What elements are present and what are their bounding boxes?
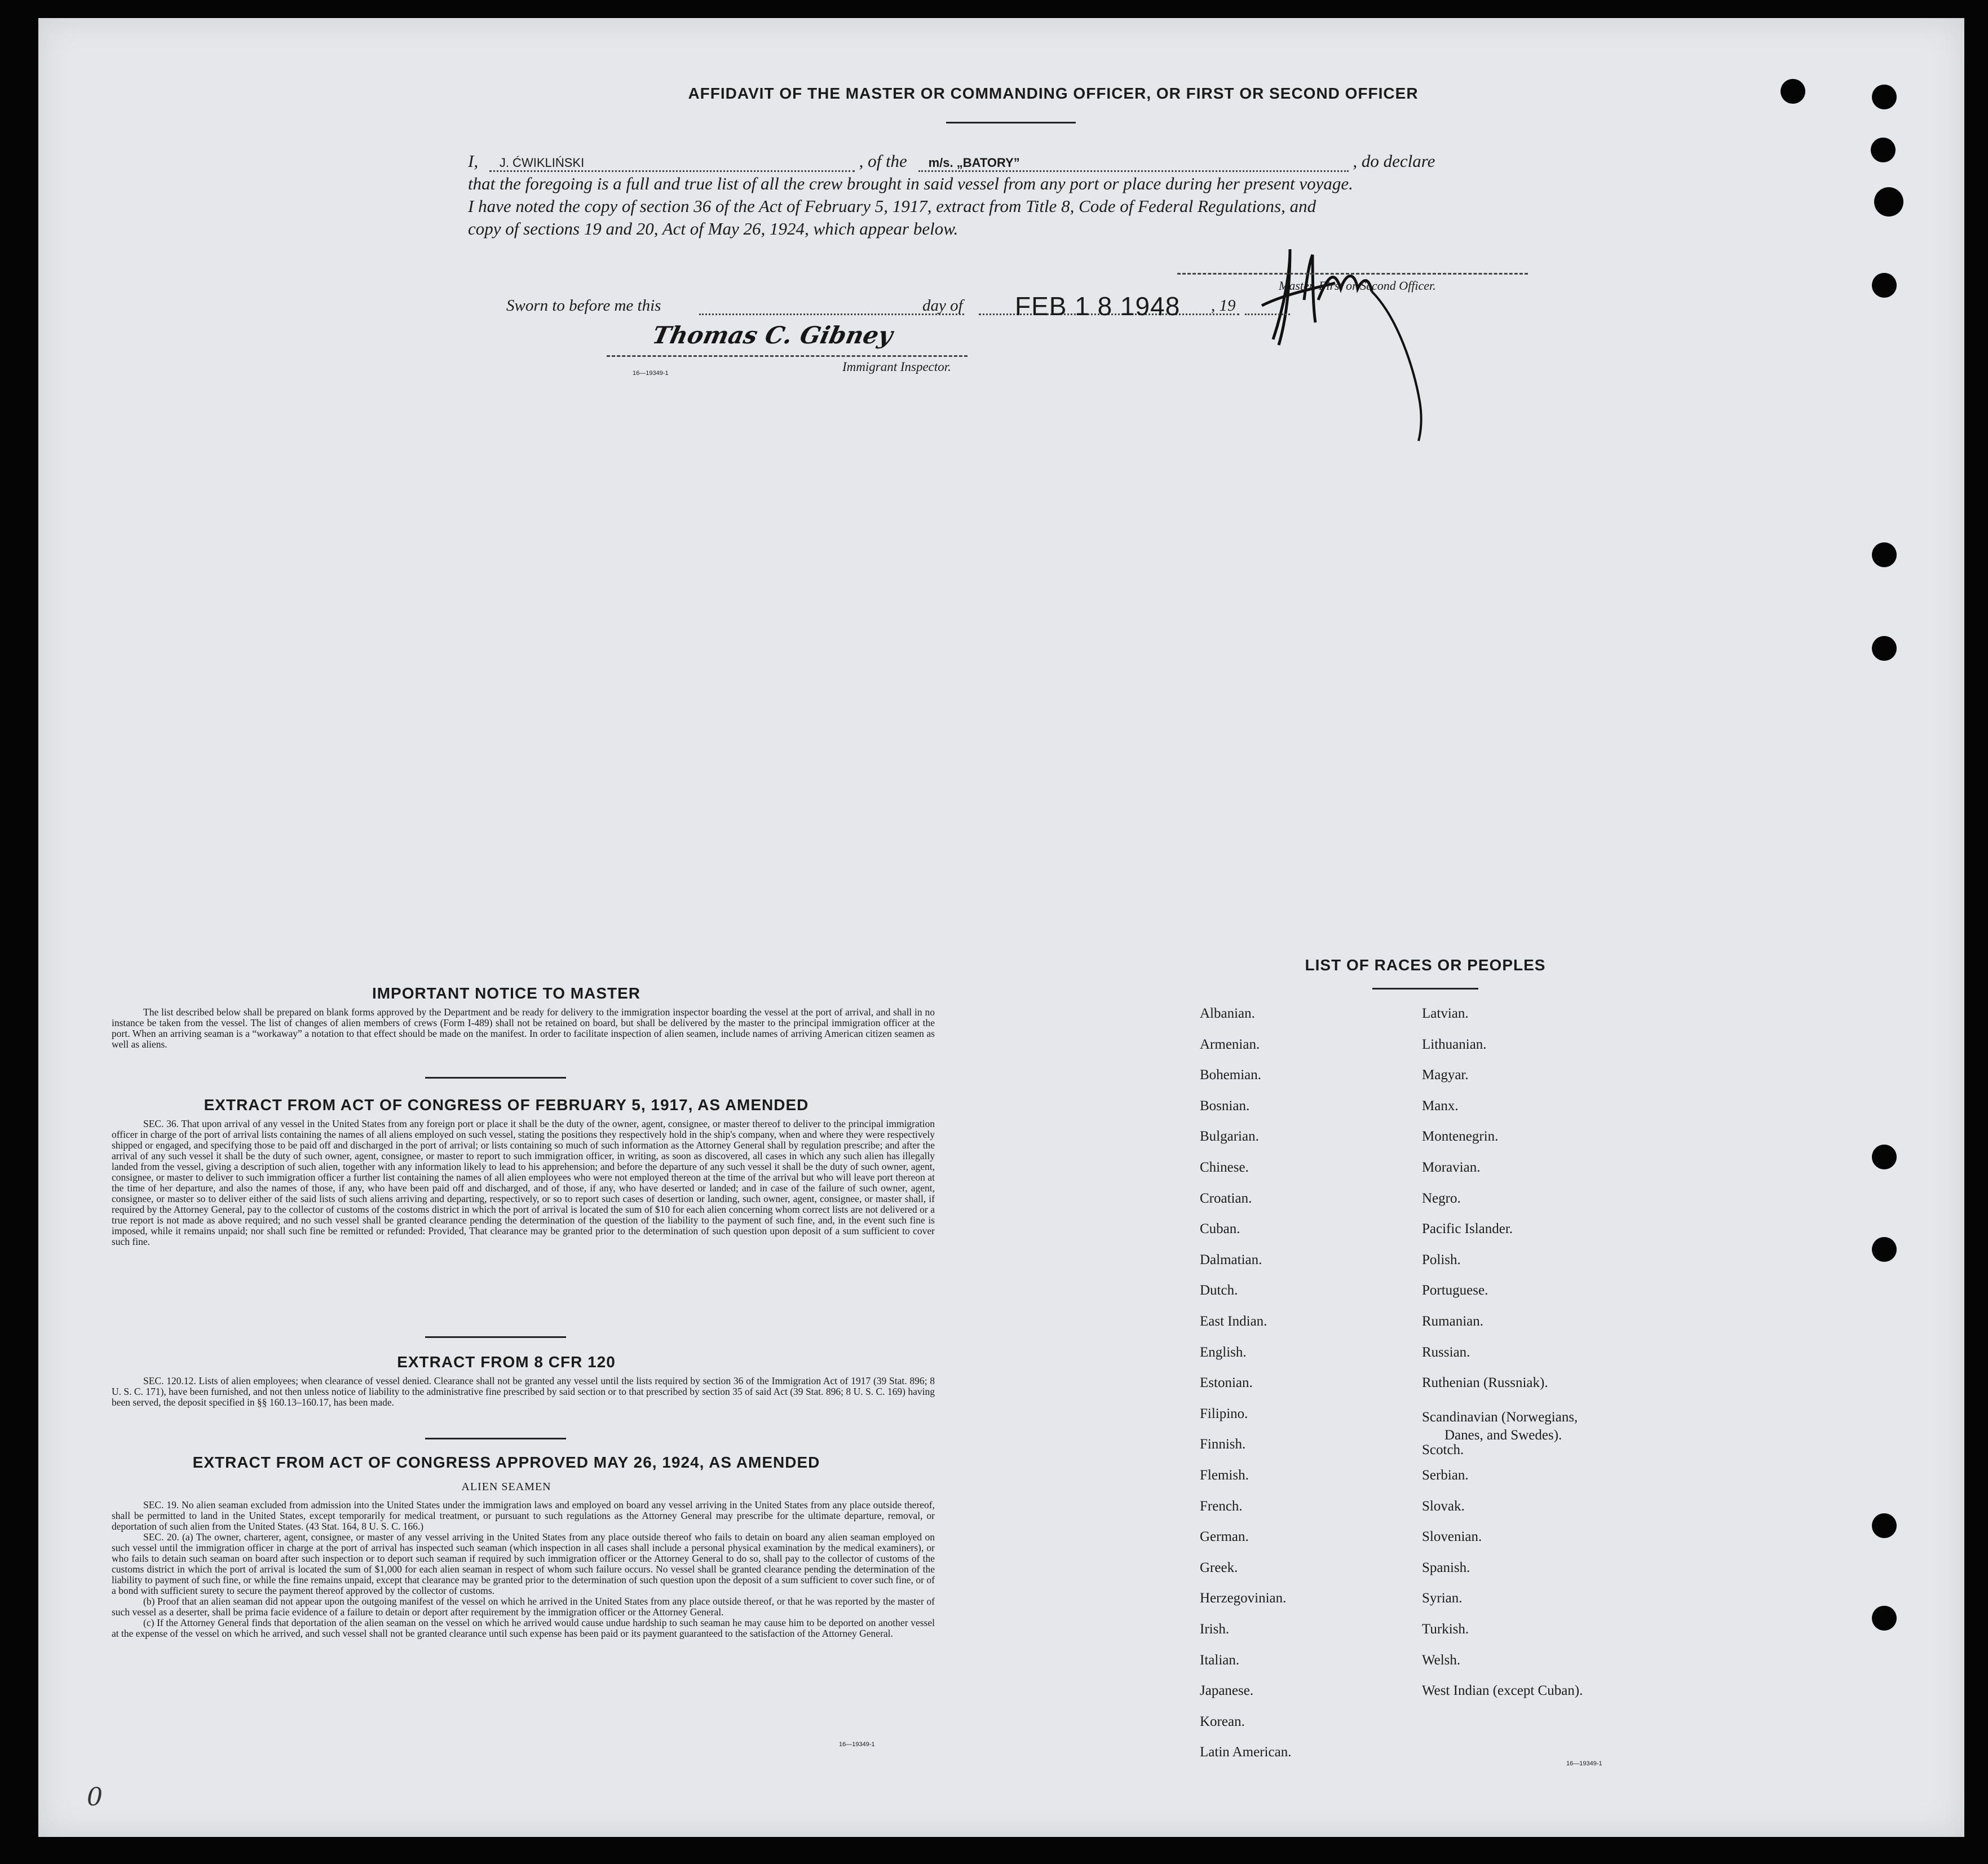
race-item: Flemish. xyxy=(1200,1468,1249,1483)
race-item: Albanian. xyxy=(1200,1006,1255,1021)
race-item: Armenian. xyxy=(1200,1036,1260,1052)
races-form-number: 16—19349-1 xyxy=(1566,1760,1602,1767)
race-item: Lithuanian. xyxy=(1422,1036,1487,1052)
race-item: Scandinavian (Norwegians, xyxy=(1422,1409,1578,1425)
corner-mark: 0 xyxy=(87,1783,103,1812)
race-item: Portuguese. xyxy=(1422,1283,1488,1298)
race-item: Estonian. xyxy=(1200,1375,1253,1391)
date-stamp: FEB 1 8 1948 xyxy=(1015,291,1181,321)
extract-1924-subtitle: ALIEN SEAMEN xyxy=(461,1481,551,1493)
race-item: Polish. xyxy=(1422,1252,1461,1267)
declare-label: , do declare xyxy=(1353,151,1435,171)
race-item: Greek. xyxy=(1200,1560,1238,1575)
vessel-name-field xyxy=(918,156,1349,172)
race-item: Slovenian. xyxy=(1422,1529,1482,1545)
vessel-name: m/s. „BATORY” xyxy=(928,156,1020,170)
section-20a-text: SEC. 20. (a) The owner, charterer, agent, consignee, or master of any vessel arriving in the United States from any place outside thereof who fails to detain on board any alien seaman employed on such vessel until the immigration officer in charge at the port of arrival has inspected such seaman (which inspection in all cases shall include a personal physical examination by the medical examiners), or who fails to detain such seaman on board after such inspection or to deport such seaman if required by such immigration officer or the Attorney General to do so, shall pay to the collector of customs of the customs district in which the port of arrival is located the sum of $1,000 for each alien seaman in respect of whom such failure occurs. No vessel shall be granted clearance pending the determination of the liability to payment of such fine, or while the fine remains unpaid, except that clearance may be granted prior to the determination of such question upon the deposit of a sum sufficient to cover such fine, or of a bond with sufficient surety to secure the payment thereof approved by the collector of customs. xyxy=(112,1531,935,1596)
section-20c-text: (c) If the Attorney General finds that deportation of the alien seaman on the vessel on which he arrived would cause undue hardship to such seaman he may cause him to be deported on another vessel at the expense of the vessel on which he arrived, and such vessel shall not be granted clearance until such expense has been paid or its payment guaranteed to the satisfaction of the Attorney General. xyxy=(112,1617,935,1639)
race-item: Spanish. xyxy=(1422,1560,1470,1575)
race-item: Turkish. xyxy=(1422,1622,1469,1637)
race-item: German. xyxy=(1200,1529,1249,1545)
punch-hole xyxy=(1872,273,1897,298)
race-item: Magyar. xyxy=(1422,1067,1469,1083)
punch-hole xyxy=(1872,1237,1897,1262)
race-item: Bohemian. xyxy=(1200,1067,1262,1083)
divider xyxy=(425,1336,566,1338)
race-item: Filipino. xyxy=(1200,1406,1248,1421)
affidavit-title: AFFIDAVIT OF THE MASTER OR COMMANDING OFFICER, OR FIRST OR SECOND OFFICER xyxy=(688,85,1419,102)
year-label: , 19 xyxy=(1211,297,1236,315)
race-item: Negro. xyxy=(1422,1190,1461,1206)
race-item: Welsh. xyxy=(1422,1652,1461,1668)
extract-1917-text: SEC. 36. That upon arrival of any vessel in the United States from any foreign port or place it shall be the duty of the owner, agent, consignee, or master thereof to deliver to the principal immigration officer in charge of the port of arrival lists containing the names of all aliens employed on such vessel, stating the positions they respectively hold in the ship's company, when and where they were respectively shipped or engaged, and specifying those to be paid off and discharged in the port of arrival; or lists containing so much of such information as the Attorney General shall by regulation prescribe; and after the arrival of any such vessel it shall be the duty of such owner, agent, consignee, or master to report to such immigration officer, in writing, as soon as discovered, all cases in which any such alien has illegally landed from the vessel, giving a description of such alien, together with any information likely to lead to his apprehension; and before the departure of any such vessel it shall be the duty of such owner, agent, consignee, or master to deliver to such immigration officer a further list containing the names of all alien employees who were not employed thereon at the time of the arrival but who will leave port thereon at the time of her departure, and also the names of those, if any, who have been paid off and discharged, and of those, if any, who have deserted or landed; and in case of the failure of such owner, agent, consignee, or master so to deliver either of the said lists of such aliens arriving and departing, respectively, or so to report such cases of desertion or landing, such owner, agent, consignee, or master shall, if required by the Attorney General, pay to the collector of customs of the costoms district in which the port of arrival is located the sum of $10 for each alien concerning whom correct lists are not delivered or a true report is not made as above required; and no such vessel shall be granted clearance pending the determination of the question of the liability to the payment of such fine, and, in the event such fine is imposed, while it remains unpaid; nor shall such fine be remitted or refunded: Provided, That clearance may be granted prior to the determination of such question upon deposit of a sum sufficient to cover such fine. xyxy=(112,1118,935,1247)
inspector-signature: Thomas C. Gibney xyxy=(650,321,895,349)
race-item: Latin American. xyxy=(1200,1744,1292,1760)
race-item: Syrian. xyxy=(1422,1591,1463,1606)
race-item: Dutch. xyxy=(1200,1283,1238,1298)
race-item: English. xyxy=(1200,1344,1247,1360)
inspector-caption: Immigrant Inspector. xyxy=(842,360,951,374)
race-item: Japanese. xyxy=(1200,1683,1254,1699)
punch-hole xyxy=(1872,85,1897,109)
section-20b-text: (b) Proof that an alien seaman did not appear upon the outgoing manifest of the vessel on which he arrived in the United States from any place outside thereof, or that he was reported by the master of such vessel as a deserter, shall be prima facie evidence of a failure to detain or deport after requirement by the immigration officer or the Attorney General. xyxy=(112,1596,935,1618)
race-item: Montenegrin. xyxy=(1422,1129,1499,1145)
race-item: Latvian. xyxy=(1422,1006,1469,1021)
punch-hole xyxy=(1874,187,1903,217)
i-label: I, xyxy=(468,151,479,171)
race-item: Korean. xyxy=(1200,1713,1245,1729)
declarant-name-field xyxy=(489,156,855,172)
race-item: Pacific Islander. xyxy=(1422,1221,1513,1237)
race-item: Dalmatian. xyxy=(1200,1252,1262,1267)
races-title: LIST OF RACES OR PEOPLES xyxy=(1305,956,1546,974)
race-item: Moravian. xyxy=(1422,1160,1481,1175)
extract-1917-title: EXTRACT FROM ACT OF CONGRESS OF FEBRUARY 5, 1917, AS AMENDED xyxy=(204,1096,809,1114)
punch-hole xyxy=(1872,542,1897,567)
race-item: Bulgarian. xyxy=(1200,1129,1259,1145)
extract-form-number: 16—19349-1 xyxy=(839,1741,875,1748)
race-item: Bosnian. xyxy=(1200,1098,1250,1114)
race-item: French. xyxy=(1200,1498,1243,1514)
race-item: Rumanian. xyxy=(1422,1314,1484,1329)
affidavit-line-1 xyxy=(468,151,1573,172)
title-underline xyxy=(946,122,1076,123)
day-of-label: day of xyxy=(922,297,963,315)
race-item: Russian. xyxy=(1422,1344,1470,1360)
race-item: Scotch. xyxy=(1422,1442,1464,1458)
race-item: Croatian. xyxy=(1200,1190,1252,1206)
punch-hole xyxy=(1872,636,1897,661)
extract-cfr-title: EXTRACT FROM 8 CFR 120 xyxy=(397,1353,616,1371)
race-item: Chinese. xyxy=(1200,1160,1249,1175)
notice-title: IMPORTANT NOTICE TO MASTER xyxy=(372,984,641,1002)
sworn-label: Sworn to before me this xyxy=(506,297,661,315)
inspector-signature-line xyxy=(607,355,968,357)
master-caption: Master, First or Second Officer. xyxy=(1279,279,1436,293)
punch-hole xyxy=(1871,138,1896,162)
divider xyxy=(425,1077,566,1079)
race-item: Herzegovinian. xyxy=(1200,1591,1287,1606)
races-title-underline xyxy=(1372,988,1478,990)
extract-cfr-text: SEC. 120.12. Lists of alien employees; when clearance of vessel denied. Clearance shall not be granted any vessel until the lists required by section 36 of the Immigration Act of 1917 (39 Stat. 896; 8 U. S. C. 171), have been furnished, and not then unless notice of liability to the administrative fine prescribed by said section or to that prescribed by section 35 of said Act (39 Stat. 896; 8 U. S. C. 169) having been served, the deposit specified in §§ 160.13–160.17, has been made. xyxy=(112,1375,935,1408)
affidavit-line-4: copy of sections 19 and 20, Act of May 26, 1924, which appear below. xyxy=(468,219,958,238)
race-item: Irish. xyxy=(1200,1622,1230,1637)
punch-hole xyxy=(1872,1513,1897,1538)
master-signature-line xyxy=(1177,273,1528,275)
race-item: Manx. xyxy=(1422,1098,1459,1114)
master-signature xyxy=(1251,238,1487,452)
race-item: Finnish. xyxy=(1200,1437,1246,1452)
race-item: Ruthenian (Russniak). xyxy=(1422,1375,1548,1391)
race-item: Cuban. xyxy=(1200,1221,1240,1237)
declarant-name: J. ĆWIKLIŃSKI xyxy=(499,156,585,170)
race-item: East Indian. xyxy=(1200,1314,1267,1329)
race-item: Serbian. xyxy=(1422,1468,1469,1483)
punch-hole xyxy=(1781,79,1805,104)
divider xyxy=(425,1438,566,1439)
sworn-year-field xyxy=(1245,313,1290,315)
affidavit-form-number: 16—19349-1 xyxy=(633,370,669,377)
punch-hole xyxy=(1872,1145,1897,1169)
section-19-text: SEC. 19. No alien seaman excluded from admission into the United States under the immigration laws and employed on board any vessel arriving in the United States from any place outside thereof, shall be permitted to land in the United States, except temporarily for medical treatment, or pursuant to such regulations as the Attorney General may prescribe for the ultimate departure, removal, or deportation of such alien from the United States. (43 Stat. 164, 8 U. S. C. 166.) xyxy=(112,1499,935,1532)
notice-text: The list described below shall be prepared on blank forms approved by the Department and be ready for delivery to the immigration inspector boarding the vessel at the port of arrival, and shall in no instance be taken from the vessel. The list of changes of alien members of crews (Form I-489) shall not be retained on board, but shall be delivered by the master to the principal immigration officer at the port. When an arriving seaman is a “workaway” a notation to that effect should be made on the manifest. In order to facilitate inspection of alien seamen, include names of arriving American citizen seamen as well as aliens. xyxy=(112,1006,935,1050)
race-item: Italian. xyxy=(1200,1652,1240,1668)
race-item: Danes, and Swedes). xyxy=(1444,1427,1562,1443)
punch-hole xyxy=(1872,1606,1897,1631)
extract-1924-title: EXTRACT FROM ACT OF CONGRESS APPROVED MAY 26, 1924, AS AMENDED xyxy=(192,1454,820,1471)
race-item: West Indian (except Cuban). xyxy=(1422,1683,1583,1699)
document-page xyxy=(38,18,1964,1837)
of-the-label: , of the xyxy=(859,151,907,171)
race-item: Slovak. xyxy=(1422,1498,1465,1514)
extract-1924-text xyxy=(112,1500,935,1639)
affidavit-line-3: I have noted the copy of section 36 of the Act of February 5, 1917, extract from Title 8, Code of Federal Regulations, and xyxy=(468,196,1317,216)
affidavit-line-2: that the foregoing is a full and true list of all the crew brought in said vessel from any port or place during her present voyage. xyxy=(468,174,1353,193)
